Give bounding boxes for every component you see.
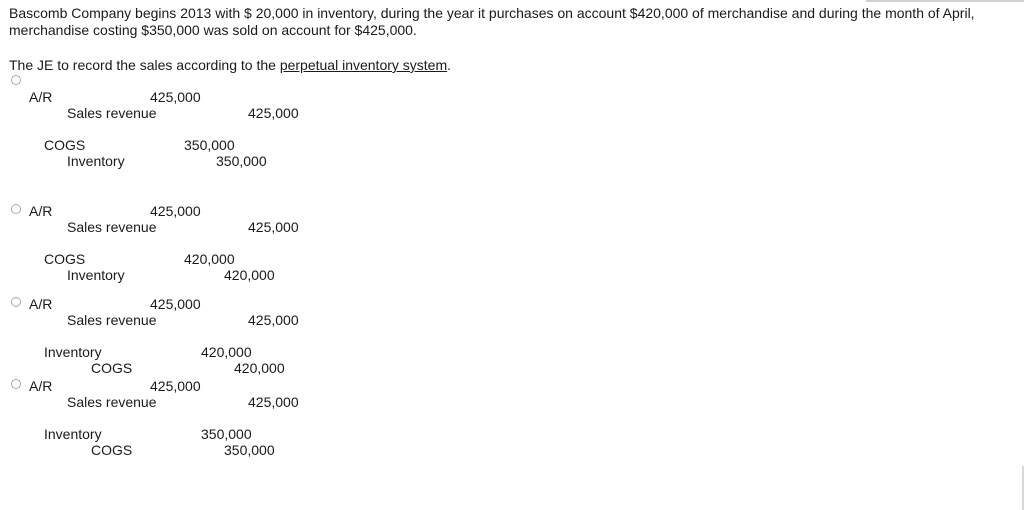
credit-amount: 350,000 bbox=[224, 442, 275, 458]
radio-button-option-2[interactable] bbox=[11, 204, 21, 214]
debit-amount: 425,000 bbox=[150, 378, 201, 394]
credit-account: Sales revenue bbox=[67, 219, 157, 235]
credit-amount: 350,000 bbox=[216, 153, 267, 169]
debit-account: COGS bbox=[44, 251, 86, 267]
prompt-suffix: . bbox=[447, 57, 452, 73]
credit-amount: 425,000 bbox=[248, 105, 299, 121]
credit-amount: 420,000 bbox=[234, 360, 285, 376]
debit-amount: 350,000 bbox=[201, 426, 252, 442]
credit-account: Inventory bbox=[67, 267, 125, 283]
credit-amount: 425,000 bbox=[248, 219, 299, 235]
credit-amount: 420,000 bbox=[224, 267, 275, 283]
prompt-text: The JE to record the sales according to the bbox=[9, 57, 280, 73]
debit-amount: 350,000 bbox=[184, 137, 235, 153]
debit-account: A/R bbox=[29, 89, 53, 105]
top-divider bbox=[866, 0, 1024, 2]
credit-account: Sales revenue bbox=[67, 394, 157, 410]
perpetual-inventory-link[interactable]: perpetual inventory system bbox=[279, 57, 448, 73]
radio-button-option-1[interactable] bbox=[11, 75, 21, 85]
credit-amount: 425,000 bbox=[248, 312, 299, 328]
debit-amount: 420,000 bbox=[201, 344, 252, 360]
credit-account: COGS bbox=[91, 360, 133, 376]
debit-account: Inventory bbox=[44, 426, 102, 442]
radio-button-option-4[interactable] bbox=[11, 379, 21, 389]
debit-account: Inventory bbox=[44, 344, 102, 360]
debit-amount: 425,000 bbox=[150, 203, 201, 219]
debit-account: COGS bbox=[44, 137, 86, 153]
credit-account: Sales revenue bbox=[67, 105, 157, 121]
debit-amount: 425,000 bbox=[150, 296, 201, 312]
debit-account: A/R bbox=[29, 296, 53, 312]
debit-amount: 425,000 bbox=[150, 89, 201, 105]
debit-account: A/R bbox=[29, 378, 53, 394]
debit-amount: 420,000 bbox=[184, 251, 235, 267]
radio-button-option-3[interactable] bbox=[11, 297, 21, 307]
credit-account: COGS bbox=[91, 442, 133, 458]
question-text: Bascomb Company begins 2013 with $ 20,000 in inventory, during the year it purchases on account $420,000 of merchandise and during the month of April, merchandise costing $350,000 was sold on account for $425,000. bbox=[9, 5, 975, 38]
credit-account: Sales revenue bbox=[67, 312, 157, 328]
debit-account: A/R bbox=[29, 203, 53, 219]
question-prompt bbox=[9, 57, 451, 74]
credit-account: Inventory bbox=[67, 153, 125, 169]
credit-amount: 425,000 bbox=[248, 394, 299, 410]
